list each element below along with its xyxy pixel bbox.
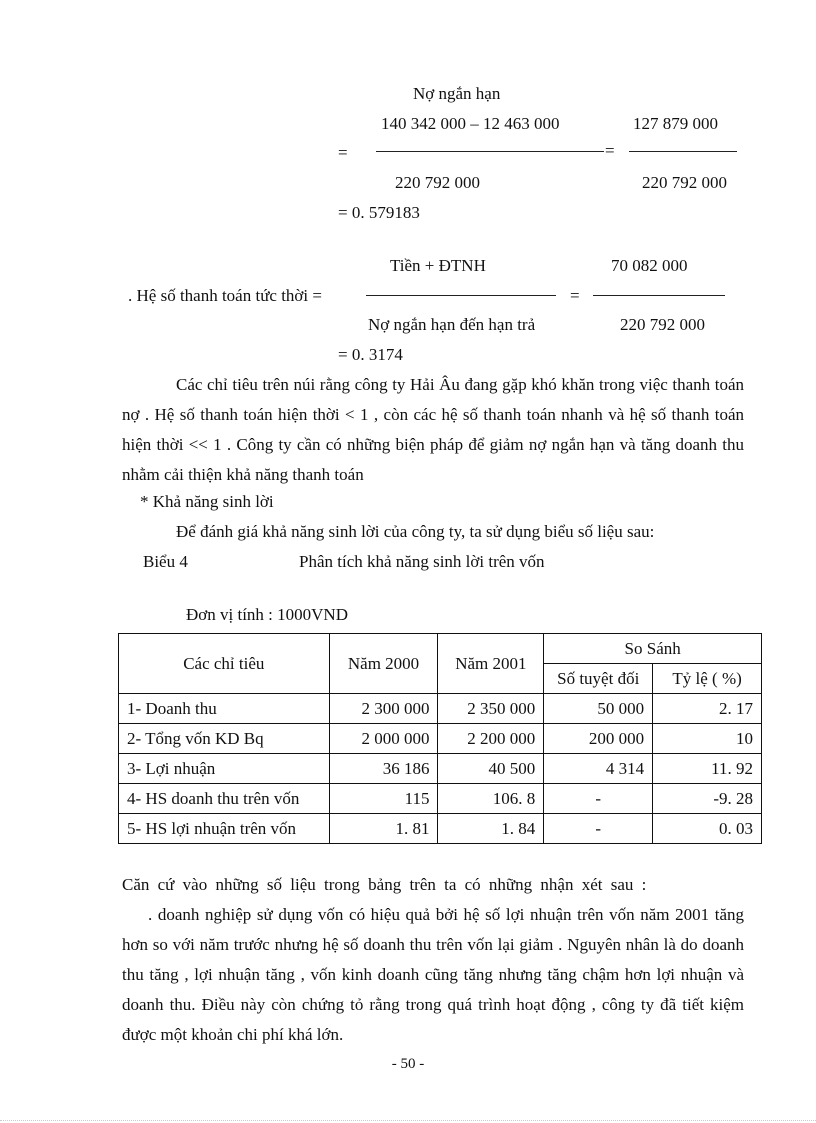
unit-label: Đơn vị tính : 1000VND <box>186 605 348 624</box>
cell-2000: 1. 81 <box>329 814 438 844</box>
table-row <box>119 784 762 814</box>
cell-absolute: - <box>544 784 653 814</box>
header-year-2000: Năm 2000 <box>329 634 438 694</box>
table-row <box>119 814 762 844</box>
header-year-2001: Năm 2001 <box>438 634 544 694</box>
conclusion-intro: Căn cứ vào những số liệu trong bảng trên ta có những nhận xét sau : <box>122 875 647 894</box>
formula1-numerator-2: 127 879 000 <box>633 114 718 133</box>
table-row <box>119 754 762 784</box>
formula1-fraction-bar-2 <box>629 151 737 152</box>
row-label: 5- HS lợi nhuận trên vốn <box>119 814 330 844</box>
row-label: 2- Tổng vốn KD Bq <box>119 724 330 754</box>
row-label: 3- Lợi nhuận <box>119 754 330 784</box>
formula2-equals-sign: = <box>570 286 580 305</box>
cell-2000: 2 300 000 <box>329 694 438 724</box>
section-heading: * Khả năng sinh lời <box>140 492 274 511</box>
page-number: - 50 - <box>391 1056 425 1072</box>
cell-percent: 10 <box>653 724 762 754</box>
cell-2000: 36 186 <box>329 754 438 784</box>
cell-2001: 1. 84 <box>438 814 544 844</box>
cell-percent: -9. 28 <box>653 784 762 814</box>
formula2-fraction-bar-1 <box>366 295 556 296</box>
cell-percent: 11. 92 <box>653 754 762 784</box>
formula1-fraction-bar-1 <box>376 151 604 152</box>
formula1-result: = 0. 579183 <box>338 203 420 222</box>
table-row <box>119 694 762 724</box>
cell-2000: 115 <box>329 784 438 814</box>
page-edge-divider <box>0 1120 816 1121</box>
cell-percent: 2. 17 <box>653 694 762 724</box>
analysis-paragraph: Các chỉ tiêu trên núi rằng công ty Hải Âu đang gặp khó khăn trong việc thanh toán nợ . Hệ số thanh toán hiện thời < 1 , còn các hệ số thanh toán nhanh và hệ số thanh toán hiện thời << 1 . Công ty cần có những biện pháp để giảm nợ ngắn hạn và tăng doanh thu nhằm cải thiện khả năng thanh toán <box>122 375 744 484</box>
table-row <box>119 724 762 754</box>
header-criteria: Các chỉ tiêu <box>119 634 330 694</box>
formula1-label: Nợ ngắn hạn <box>413 84 501 103</box>
row-label: 4- HS doanh thu trên vốn <box>119 784 330 814</box>
formula1-denominator-2: 220 792 000 <box>642 173 727 192</box>
header-comparison: So Sánh <box>544 634 762 664</box>
formula1-denominator-1: 220 792 000 <box>395 173 480 192</box>
header-percent: Tỷ lệ ( %) <box>653 664 762 694</box>
conclusion-body: . doanh nghiệp sử dụng vốn có hiệu quả bởi hệ số lợi nhuận trên vốn năm 2001 tăng hơn so với năm trước nhưng hệ số doanh thu trên vốn lại giảm . Nguyên nhân là do doanh thu tăng , lợi nhuận tăng , vốn kinh doanh cũng tăng nhưng tăng chậm hơn lợi nhuận và doanh thu. Điều này còn chứng tỏ rằng trong quá trình hoạt động , công ty đã tiết kiệm được một khoản chi phí khá lớn. <box>122 905 744 1044</box>
cell-2001: 106. 8 <box>438 784 544 814</box>
formula2-fraction-bar-2 <box>593 295 725 296</box>
formula2-numerator-2: 70 082 000 <box>611 256 688 275</box>
formula2-denominator-1: Nợ ngắn hạn đến hạn trả <box>368 315 536 334</box>
table-caption-label: Biểu 4 <box>143 552 188 571</box>
formula1-equals-sign-2: = <box>605 141 615 160</box>
formula2-numerator-1: Tiền + ĐTNH <box>390 256 486 275</box>
cell-absolute: 50 000 <box>544 694 653 724</box>
table-intro: Để đánh giá khả năng sinh lời của công ty, ta sử dụng biểu số liệu sau: <box>176 522 655 541</box>
formula1-numerator-1: 140 342 000 – 12 463 000 <box>381 114 560 133</box>
row-label: 1- Doanh thu <box>119 694 330 724</box>
cell-absolute: - <box>544 814 653 844</box>
table-caption-title: Phân tích khả năng sinh lời trên vốn <box>299 552 545 571</box>
cell-2001: 40 500 <box>438 754 544 784</box>
formula2-denominator-2: 220 792 000 <box>620 315 705 334</box>
cell-2001: 2 200 000 <box>438 724 544 754</box>
cell-2000: 2 000 000 <box>329 724 438 754</box>
cell-absolute: 4 314 <box>544 754 653 784</box>
formula2-label: . Hệ số thanh toán tức thời = <box>128 286 322 305</box>
formula2-result: = 0. 3174 <box>338 345 403 364</box>
header-absolute: Số tuyệt đối <box>544 664 653 694</box>
profitability-table <box>118 633 762 844</box>
cell-2001: 2 350 000 <box>438 694 544 724</box>
cell-percent: 0. 03 <box>653 814 762 844</box>
cell-absolute: 200 000 <box>544 724 653 754</box>
formula1-equals-sign: = <box>338 143 348 162</box>
